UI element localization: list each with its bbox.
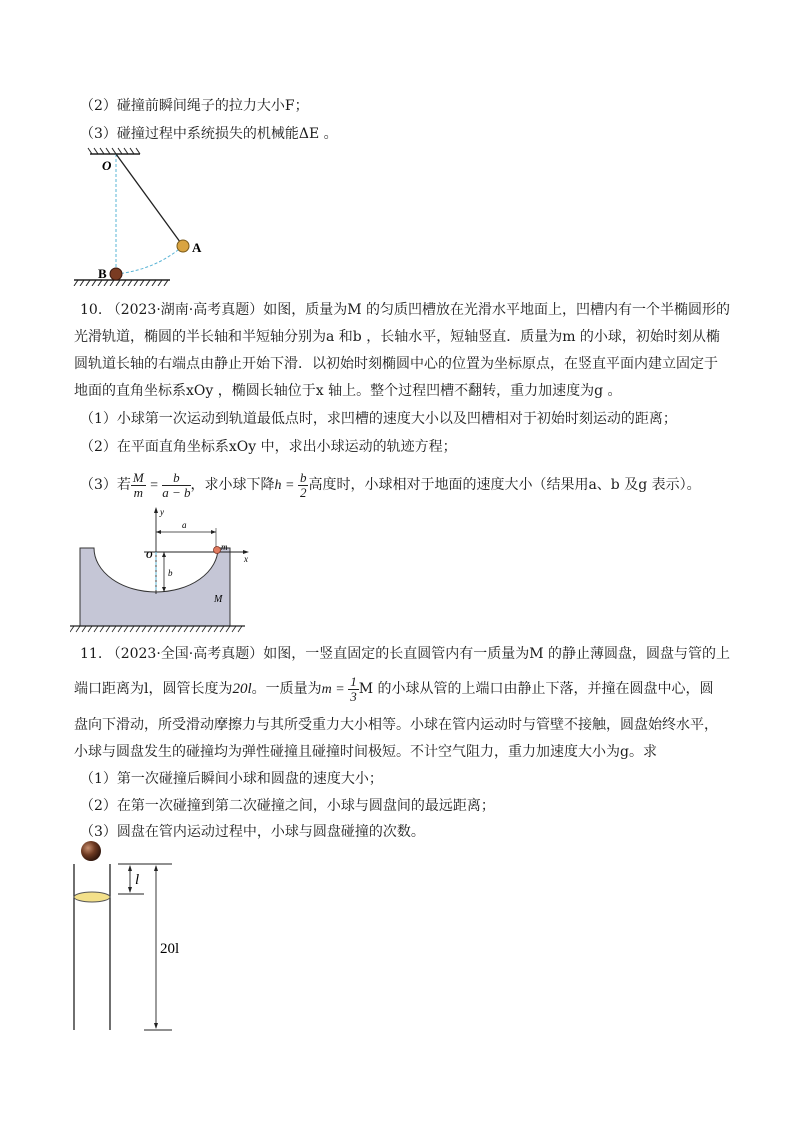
label-m: m: [221, 542, 228, 552]
q9-sub3: （3）碰撞过程中系统损失的机械能ΔE 。: [80, 126, 338, 142]
label-20l: 20l: [160, 941, 180, 957]
q10-sub1: （1）小球第一次运动到轨道最低点时，求凹槽的速度大小以及凹槽相对于初始时刻运动的距离；: [80, 411, 677, 427]
q9-pendulum-figure: [70, 146, 220, 286]
q11-sub3: （3）圆盘在管内运动过程中，小球与圆盘碰撞的次数。: [80, 824, 425, 840]
label-O: O: [102, 158, 112, 173]
q10-line1: 10. （2023·湖南·高考真题）如图，质量为M 的匀质凹槽放在光滑水平地面上，凹槽内有一个半椭圆形的: [80, 302, 731, 318]
q10-line3: 圆轨道长轴的右端点由静止开始下滑．以初始时刻椭圆中心的位置为坐标原点，在竖直平面内建立固定于: [74, 356, 718, 372]
q11-sub1: （1）第一次碰撞后瞬间小球和圆盘的速度大小；: [80, 771, 383, 787]
q11-line4: 小球与圆盘发生的碰撞均为弹性碰撞且碰撞时间极短。不计空气阻力，重力加速度大小为g。求: [74, 744, 657, 760]
label-l: l: [135, 872, 140, 888]
label-O: O: [146, 550, 153, 560]
q10-groove-figure: [70, 506, 260, 636]
label-x: x: [244, 554, 248, 564]
q11-line1: 11. （2023·全国·高考真题）如图，一竖直固定的长直圆管内有一质量为M 的静止薄圆盘，圆盘与管的上: [80, 646, 731, 662]
q10-line4: 地面的直角坐标系xOy ，椭圆长轴位于x 轴上。整个过程凹槽不翻转，重力加速度为g 。: [74, 383, 622, 399]
label-a: a: [182, 520, 187, 530]
q9-sub2: （2）碰撞前瞬间绳子的拉力大小F；: [80, 98, 309, 114]
ball-B: [110, 268, 122, 280]
disc: [74, 892, 110, 902]
small-ball-m: [214, 547, 221, 554]
label-b: b: [168, 568, 173, 578]
q10-sub3: （3）若 $\frac{M}{m}$ = $\frac{b}{a - b}$ ，求小球下降h = $\frac{b}{2}$ 高度时，小球相对于地面的速度大小（结果用a、b 及g 表示）。: [80, 469, 701, 500]
label-A: A: [192, 240, 202, 255]
q11-sub2: （2）在第一次碰撞到第二次碰撞之间，小球与圆盘间的最远距离；: [80, 798, 495, 814]
q11-tube-figure: [64, 836, 204, 1036]
q10-line2: 光滑轨道，椭圆的半长轴和半短轴分别为a 和b ，长轴水平，短轴竖直．质量为m 的小球，初始时刻从椭: [74, 329, 720, 345]
label-y: y: [160, 507, 164, 517]
q11-line2: 端口距离为l，圆管长度为20l。一质量为m = $\frac{1}{3}$ M 的小球从管的上端口由静止下落，并撞在圆盘中心，圆: [74, 673, 714, 704]
ball: [81, 841, 101, 861]
q10-sub2: （2）在平面直角坐标系xOy 中，求出小球运动的轨迹方程；: [80, 439, 457, 455]
label-B: B: [98, 266, 107, 281]
label-M: M: [214, 594, 223, 605]
ball-A: [177, 240, 189, 252]
q11-line3: 盘向下滑动，所受滑动摩擦力与其所受重力大小相等。小球在管内运动时与管壁不接触，圆盘始终水平，: [74, 717, 718, 733]
